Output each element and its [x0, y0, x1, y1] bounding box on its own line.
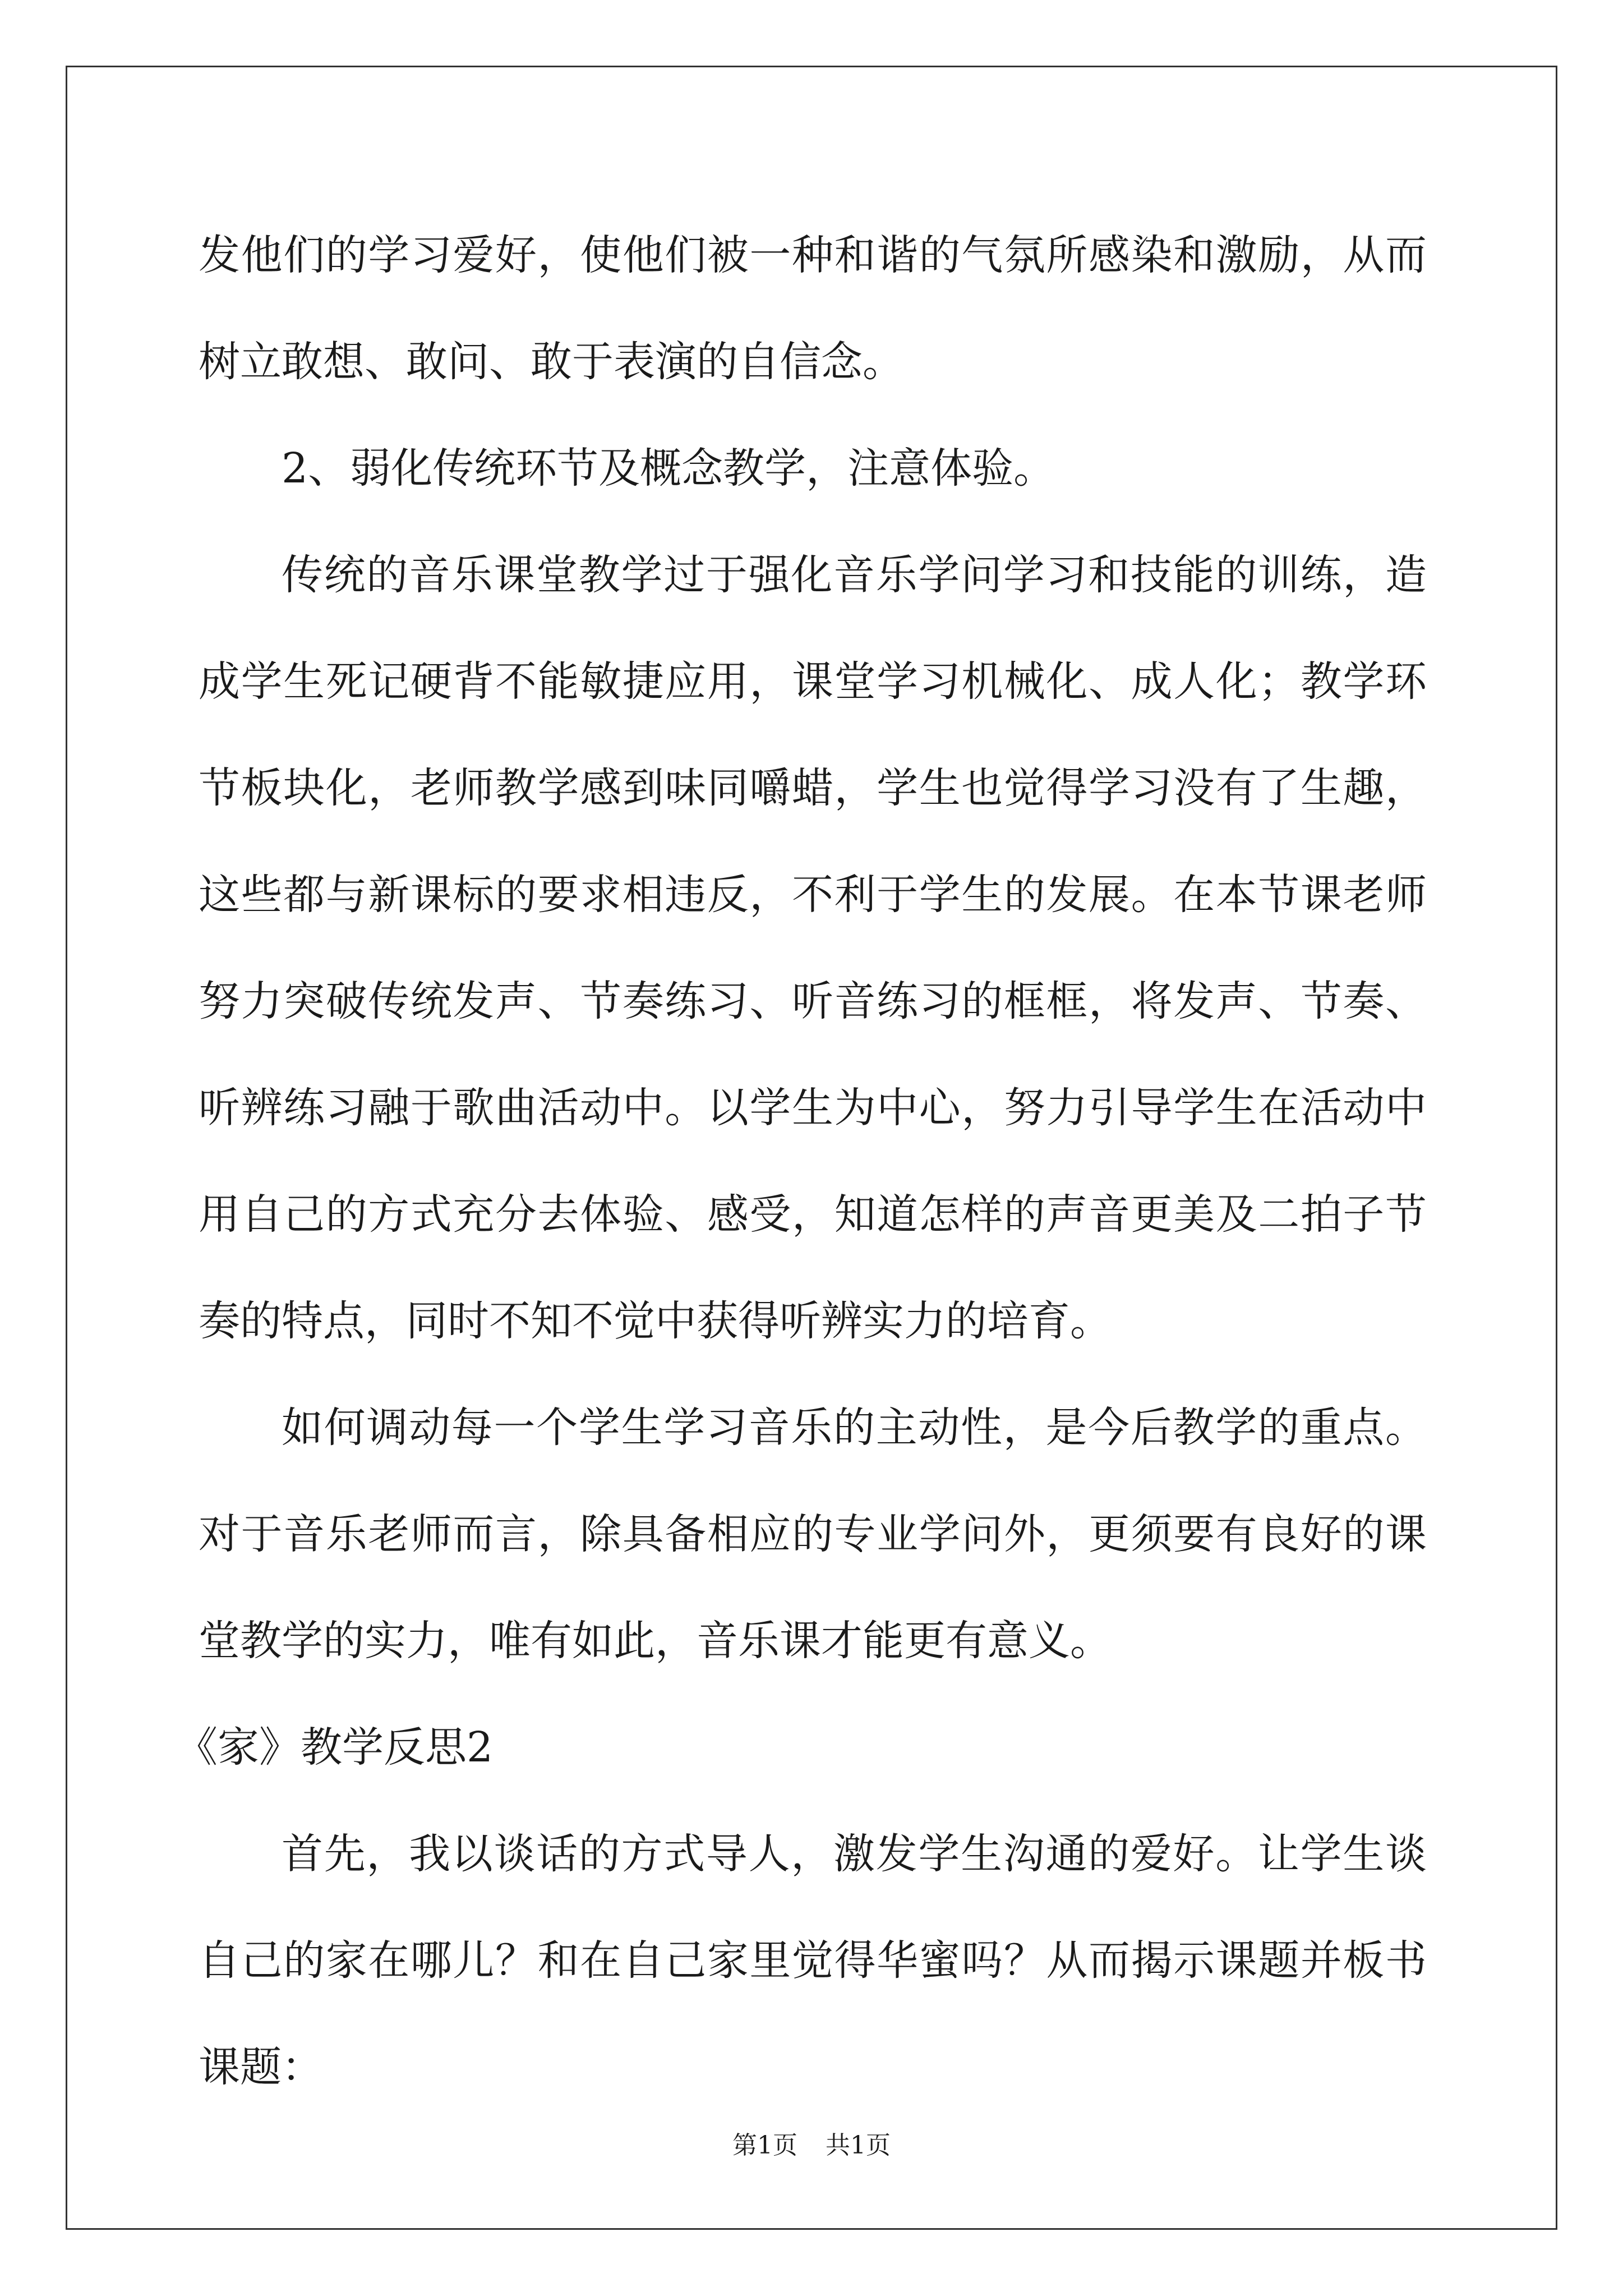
- paragraph-conclusion: 如何调动每一个学生学习音乐的主动性，是今后教学的重点。对于音乐老师而言，除具备相应的专业学问外，更须要有良好的课堂教学的实力，唯有如此，音乐课才能更有意义。: [199, 1404, 1427, 1665]
- page-total: 共1页: [826, 2131, 891, 2160]
- page-number: 第1页: [732, 2131, 797, 2160]
- section-heading: 《家》教学反思2: [176, 1723, 494, 1772]
- paragraph-intro: 首先，我以谈话的方式导人，激发学生沟通的爱好。让学生谈自己的家在哪儿？和在自己家里觉得华蜜吗？从而揭示课题并板书课题：: [199, 1830, 1427, 2091]
- paragraph-traditional-teaching: 传统的音乐课堂教学过于强化音乐学问学习和技能的训练，造成学生死记硬背不能敏捷应用，课堂学习机械化、成人化；教学环节板块化，老师教学感到味同嚼蜡，学生也觉得学习没有了生趣，这些都与新课标的要求相违反，不利于学生的发展。在本节课老师努力突破传统发声、节奏练习、听音练习的框框，将发声、节奏、听辨练习融于歌曲活动中。以学生为中心，努力引导学生在活动中用自己的方式充分去体验、感受，知道怎样的声音更美及二拍子节奏的特点，同时不知不觉中获得听辨实力的培育。: [199, 551, 1427, 1345]
- paragraph-point-2: 2、弱化传统环节及概念教学，注意体验。: [282, 444, 1055, 493]
- document-body: [176, 202, 1427, 2120]
- paragraph-continuation: 发他们的学习爱好，使他们被一种和谐的气氛所感染和激励，从而树立敢想、敢问、敢于表演的自信念。: [199, 231, 1427, 386]
- page-footer: [0, 2129, 1623, 2162]
